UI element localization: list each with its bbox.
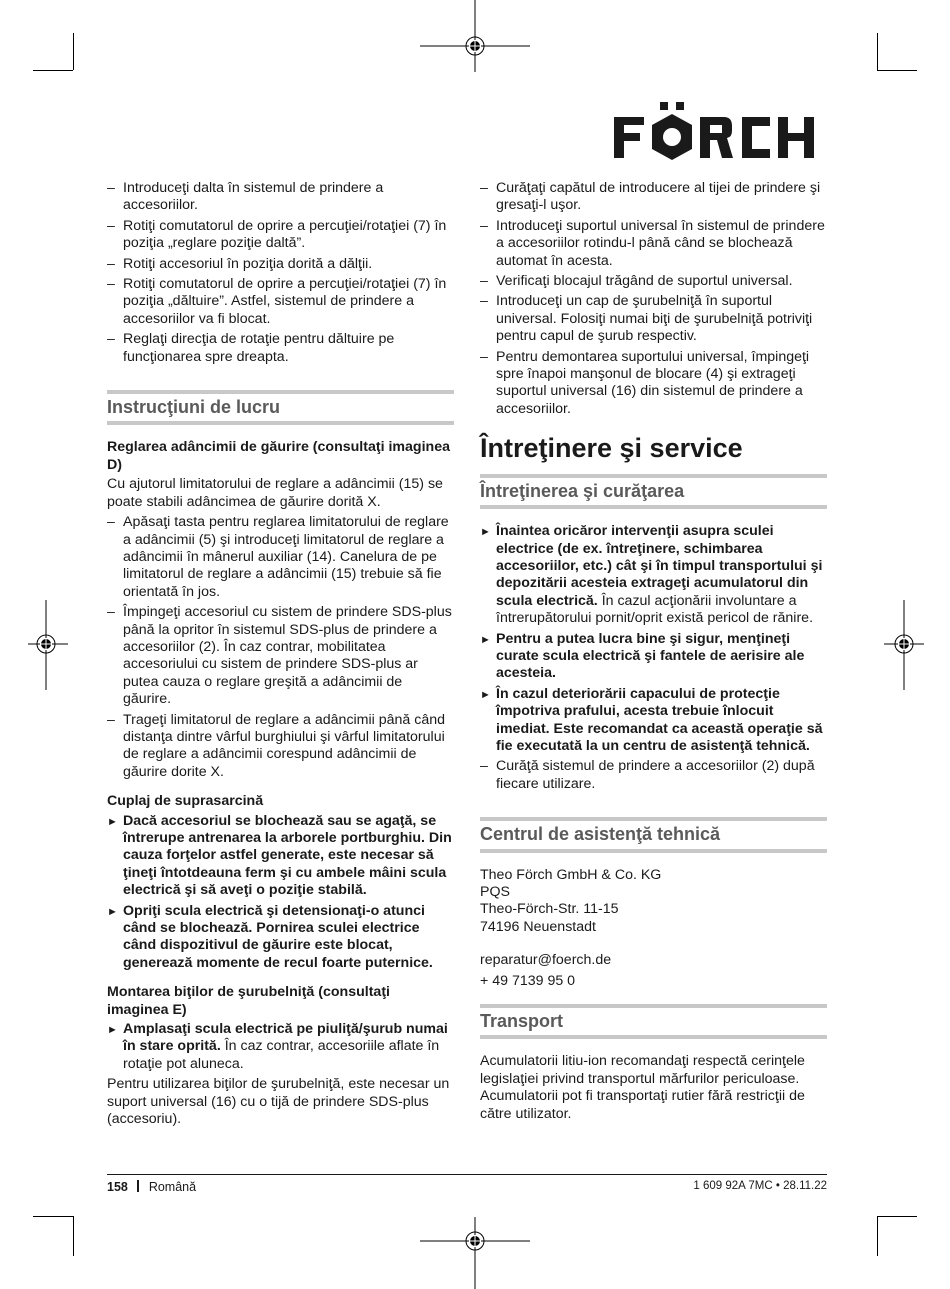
section-title-maintenance: Întreţinerea şi curăţarea (480, 474, 827, 509)
section-title-transport: Transport (480, 1004, 827, 1039)
address-line: PQS (480, 884, 510, 900)
registration-mark-right (884, 600, 924, 690)
crop-mark (73, 1216, 74, 1256)
warning-item: ► Pentru a putea lucra bine şi sigur, menţineţi curate scula electrică şi fantele de aerisire ale acesteia. (480, 631, 827, 683)
list-item: – Apăsaţi tasta pentru reglarea limitatorului de reglare a adâncimii (5) şi introduceţi limitatorul de reglare a adâncimii în mânerul auxiliar (14). Canelura de pe limitatorul de reglare a adâncimii (15) trebuie să fie orientată în jos. (107, 514, 454, 601)
warning-bold-text: Amplasaţi scula electrică pe piuliţă/şurub numai în stare oprită. (123, 1021, 448, 1055)
warning-text: În caz contrar, accesoriile aflate în rotaţie pot aluneca. (123, 1038, 440, 1072)
list-item: – Introduceţi suportul universal în sistemul de prindere a accesoriilor rotindu-l până când se blochează automat în acesta. (480, 218, 827, 270)
crop-mark (877, 33, 878, 70)
warning-text: În cazul acţionării involuntare a întrerupătorului pornit/oprit există pericol de rănire. (496, 592, 814, 627)
transport-text: Acumulatorii litiu-ion recomandaţi respectă cerinţele legislaţiei privind transportul mărfurilor periculoase. Acumulatorii pot fi transportaţi rutier fără restricţii de către utilizator. (480, 1053, 805, 1122)
warning-item: ► Dacă accesoriul se blochează sau se agaţă, se întrerupe antrenarea la arborele portburghiu. Din cauza forţelor astfel generate, este necesar să ţineţi întotdeauna ferm şi cu ambele mâini scula electrică şi să aveţi o poziţie stabilă. (107, 813, 454, 900)
section-title-work-instructions: Instrucţiuni de lucru (107, 390, 454, 425)
depth-heading: Reglarea adâncimii de găurire (consultaţi imaginea D) (107, 439, 450, 473)
footer-rule (107, 1174, 827, 1175)
crop-mark (33, 1216, 73, 1217)
page-number: 158 (107, 1180, 128, 1194)
warning-item: ► În cazul deteriorării capacului de protecţie împotriva prafului, acesta trebuie înlocuit imediat. Este recomandat ca această operaţie să fie executată la un centru de asistenţă tehnică. (480, 686, 827, 756)
list-item: – Trageţi limitatorul de reglare a adâncimii până când distanţa dintre vârful burghiului şi vârful limitatorului de reglare a adâncimii corespund adâncimii de găurire dorite X. (107, 712, 454, 782)
footer-left (107, 1180, 196, 1194)
bits-heading: Montarea biţilor de şurubelniţă (consultaţi imaginea E) (107, 984, 390, 1018)
list-item: – Curăţă sistemul de prindere a accesoriilor (2) după fiecare utilizare. (480, 758, 827, 793)
crop-mark (73, 33, 74, 70)
crop-mark (877, 1216, 878, 1256)
list-item: – Curăţaţi capătul de introducere al tijei de prindere şi gresaţi-l uşor. (480, 180, 827, 215)
list-item: – Verificaţi blocajul trăgând de suportul universal. (480, 273, 827, 290)
list-item: – Rotiţi comutatorul de oprire a percuţiei/rotaţiei (7) în poziţia „dăltuire”. Astfel, sistemul de prindere a accesoriilor va fi blocat. (107, 276, 454, 328)
crop-mark (33, 70, 73, 71)
clutch-heading: Cuplaj de suprasarcină (107, 793, 264, 810)
list-item: – Introduceţi un cap de şurubelniţă în suportul universal. Folosiţi numai biţi de şurubelniţă potriviţi pentru capul de şurub respectiv. (480, 293, 827, 345)
warning-item (480, 523, 827, 627)
crop-mark (877, 70, 917, 71)
list-item: – Reglaţi direcţia de rotaţie pentru dăltuire pe funcţionarea spre dreapta. (107, 331, 454, 366)
registration-mark-bottom (420, 1209, 530, 1289)
warning-item: ► Opriţi scula electrică şi detensionaţi-o atunci când se blochează. Pornirea sculei electrice când dispozitivul de găurire este blocat, generează momente de recul foarte puternice. (107, 903, 454, 973)
list-item: – Împingeţi accesoriul cu sistem de prindere SDS-plus până la opritor în sistemul SDS-plus de prindere a accesoriilor (2). În caz contrar, mobilitatea accesoriului cu sistem de prindere SDS-plus ar putea cauza o reglare greşită a adâncimii de găurire. (107, 604, 454, 708)
left-column (107, 180, 454, 1132)
address-line: Theo-Förch-Str. 11-15 (480, 901, 619, 918)
footer-language: Română (148, 1180, 197, 1194)
list-item: – Rotiţi accesoriul în poziţia dorită a dălţii. (107, 256, 454, 273)
warning-item (107, 1021, 454, 1073)
right-column (480, 180, 827, 1126)
depth-intro: Cu ajutorul limitatorului de reglare a adâncimii (15) se poate stabili adâncimea de găurire dorită X. (107, 476, 443, 510)
list-item: – Pentru demontarea suportului universal, împingeţi spre înapoi manşonul de blocare (4) şi extrageţi suportul universal (16) din sistemul de prindere a accesoriilor. (480, 349, 827, 419)
footer-separator (137, 1180, 139, 1192)
bits-text: Pentru utilizarea biţilor de şurubelniţă, este necesar un suport universal (16) cu o tijă de prindere SDS-plus (accesoriu). (107, 1076, 450, 1128)
address-line: 74196 Neuenstadt (480, 918, 596, 935)
registration-mark-left (28, 600, 68, 690)
service-email: reparatur@foerch.de (480, 952, 612, 969)
registration-mark-top (420, 0, 530, 80)
brand-logo (612, 100, 828, 162)
chapter-title: Întreţinere şi service (480, 433, 743, 464)
crop-mark (877, 1216, 917, 1217)
service-phone: + 49 7139 95 0 (480, 972, 576, 989)
list-item: – Rotiţi comutatorul de oprire a percuţiei/rotaţiei (7) în poziţia „reglare poziţie daltă”. (107, 218, 454, 253)
footer-doc-code: 1 609 92A 7MC • 28.11.22 (693, 1180, 827, 1192)
list-item: – Introduceţi dalta în sistemul de prindere a accesoriilor. (107, 180, 454, 215)
warning-bold-text: Înaintea oricăror intervenţii asupra sculei electrice (de ex. întreţinere, schimbarea accesoriilor, etc.) cât şi în timpul transportului şi depozitării acesteia extrageţi acumulatorul din scula electrică. (496, 523, 823, 609)
address-line: Theo Förch GmbH & Co. KG (480, 866, 662, 883)
section-title-service: Centrul de asistenţă tehnică (480, 817, 827, 852)
